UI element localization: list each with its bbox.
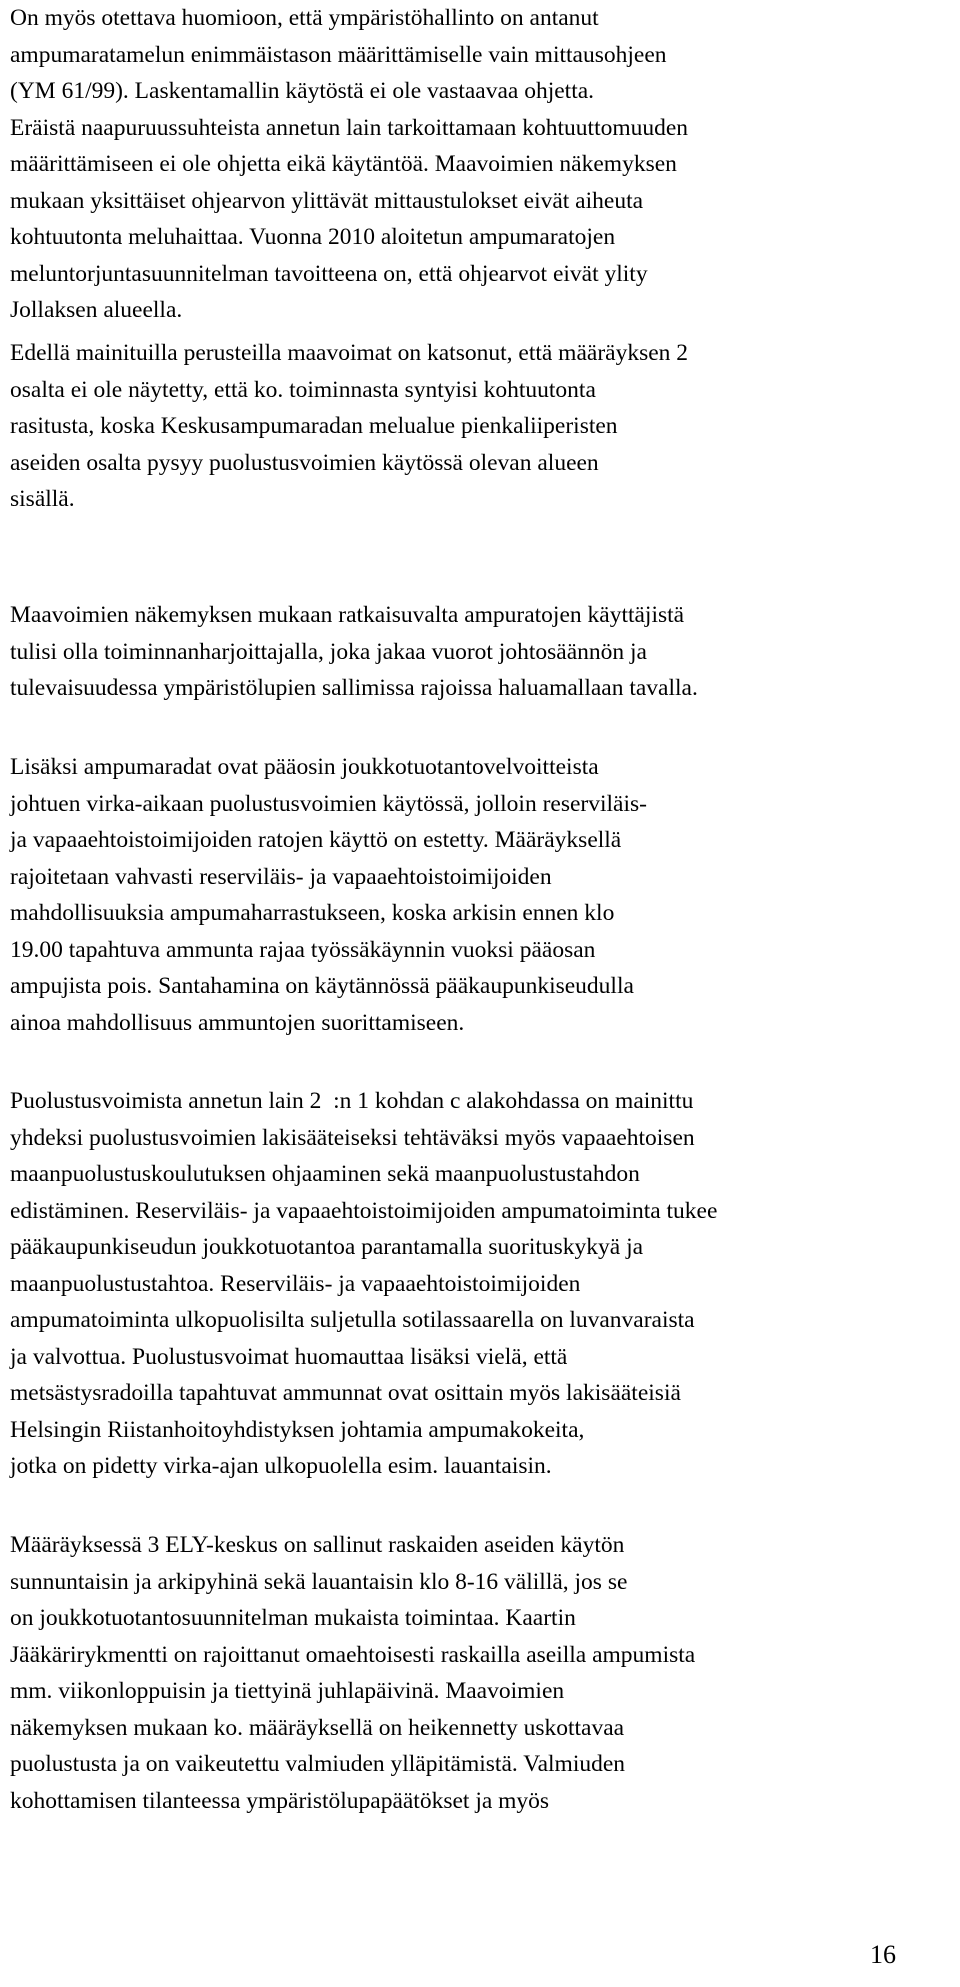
text-line: aseiden osalta pysyy puolustusvoimien käytössä olevan alueen [10,449,599,476]
text-line: maanpuolustuskoulutuksen ohjaaminen sekä maanpuolustustahdon [10,1161,640,1187]
paragraph-2 [10,335,688,518]
text-line: ampumaratamelun enimmäistason määrittämiselle vain mittausohjeen [10,41,667,68]
text-line: osalta ei ole näytetty, että ko. toiminnasta syntyisi kohtuutonta [10,376,596,403]
paragraph-3 [10,597,698,707]
text-line: määrittämiseen ei ole ohjetta eikä käytäntöä. Maavoimien näkemyksen [10,151,677,177]
text-line: yhdeksi puolustusvoimien lakisääteiseksi tehtäväksi myös vapaaehtoisen [10,1124,695,1151]
text-line: rajoitetaan vahvasti reserviläis- ja vapaaehtoistoimijoiden [10,863,552,890]
paragraph-1 [10,0,688,329]
text-line: Puolustusvoimista annetun lain 2 :n 1 kohdan c alakohdassa on mainittu [10,1088,694,1114]
text-line: mm. viikonloppuisin ja tiettyinä juhlapäivinä. Maavoimien [10,1678,565,1704]
text-line: puolustusta ja on vaikeutettu valmiuden ylläpitämistä. Valmiuden [10,1751,626,1777]
text-line: Lisäksi ampumaradat ovat pääosin joukkotuotantovelvoitteista [10,754,599,780]
text-line: On myös otettava huomioon, että ympäristöhallinto on antanut [10,5,599,31]
text-line: ampumatoiminta ulkopuolisilta suljetulla sotilassaarella on luvanvaraista [10,1307,695,1333]
text-line: mahdollisuuksia ampumaharrastukseen, koska arkisin ennen klo [10,900,615,926]
text-line: (YM 61/99). Laskentamallin käytöstä ei ole vastaavaa ohjetta. [10,78,595,104]
text-line: 19.00 tapahtuva ammunta rajaa työssäkäynnin vuoksi pääosan [10,936,596,963]
text-line: meluntorjuntasuunnitelman tavoitteena on, että ohjearvot eivät ylity [10,260,648,287]
text-line: jotka on pidetty virka-ajan ulkopuolella esim. lauantaisin. [10,1453,552,1479]
paragraph-5 [10,1083,717,1485]
text-line: tulevaisuudessa ympäristölupien sallimissa rajoissa haluamallaan tavalla. [10,675,698,701]
text-line: maanpuolustustahtoa. Reserviläis- ja vapaaehtoistoimijoiden [10,1270,581,1297]
text-line: on joukkotuotantosuunnitelman mukaista toimintaa. Kaartin [10,1605,576,1631]
text-line: Edellä mainituilla perusteilla maavoimat on katsonut, että määräyksen 2 [10,340,689,366]
paragraph-4 [10,749,647,1041]
text-line: Jääkärirykmentti on rajoittanut omaehtoisesti raskailla aseilla ampumista [10,1641,696,1668]
text-line: rasitusta, koska Keskusampumaradan melualue pienkaliiperisten [10,413,618,439]
text-line: kohtuutonta meluhaittaa. Vuonna 2010 aloitetun ampumaratojen [10,224,616,250]
text-line: ainoa mahdollisuus ammuntojen suorittamiseen. [10,1009,465,1036]
text-line: sunnuntaisin ja arkipyhinä sekä lauantaisin klo 8-16 välillä, jos se [10,1568,628,1595]
page-number: 16 [870,1940,896,1969]
text-line: mukaan yksittäiset ohjearvon ylittävät mittaustulokset eivät aiheuta [10,187,644,214]
paragraph-6 [10,1527,695,1819]
text-line: Jollaksen alueella. [10,297,183,323]
text-line: ampujista pois. Santahamina on käytännössä pääkaupunkiseudulla [10,973,634,999]
text-line: metsästysradoilla tapahtuvat ammunnat ovat osittain myös lakisääteisiä [10,1380,681,1406]
text-line: tulisi olla toiminnanharjoittajalla, joka jakaa vuorot johtosäännön ja [10,638,647,665]
text-line: Eräistä naapuruussuhteista annetun lain tarkoittamaan kohtuuttomuuden [10,114,689,141]
text-line: näkemyksen mukaan ko. määräyksellä on heikennetty uskottavaa [10,1714,625,1741]
text-line: johtuen virka-aikaan puolustusvoimien käytössä, jolloin reserviläis- [10,790,647,817]
text-line: pääkaupunkiseudun joukkotuotantoa parantamalla suorituskykyä ja [10,1234,644,1260]
text-line: Määräyksessä 3 ELY-keskus on sallinut raskaiden aseiden käytön [10,1532,625,1558]
text-line: kohottamisen tilanteessa ympäristölupapäätökset ja myös [10,1787,550,1814]
text-line: sisällä. [10,486,75,512]
text-line: Maavoimien näkemyksen mukaan ratkaisuvalta ampuratojen käyttäjistä [10,602,685,628]
text-line: edistäminen. Reserviläis- ja vapaaehtoistoimijoiden ampumatoiminta tukee [10,1197,718,1224]
text-line: ja vapaaehtoistoimijoiden ratojen käyttö on estetty. Määräyksellä [10,827,622,853]
text-line: Helsingin Riistanhoitoyhdistyksen johtamia ampumakokeita, [10,1416,585,1443]
text-line: ja valvottua. Puolustusvoimat huomauttaa lisäksi vielä, että [10,1343,568,1370]
